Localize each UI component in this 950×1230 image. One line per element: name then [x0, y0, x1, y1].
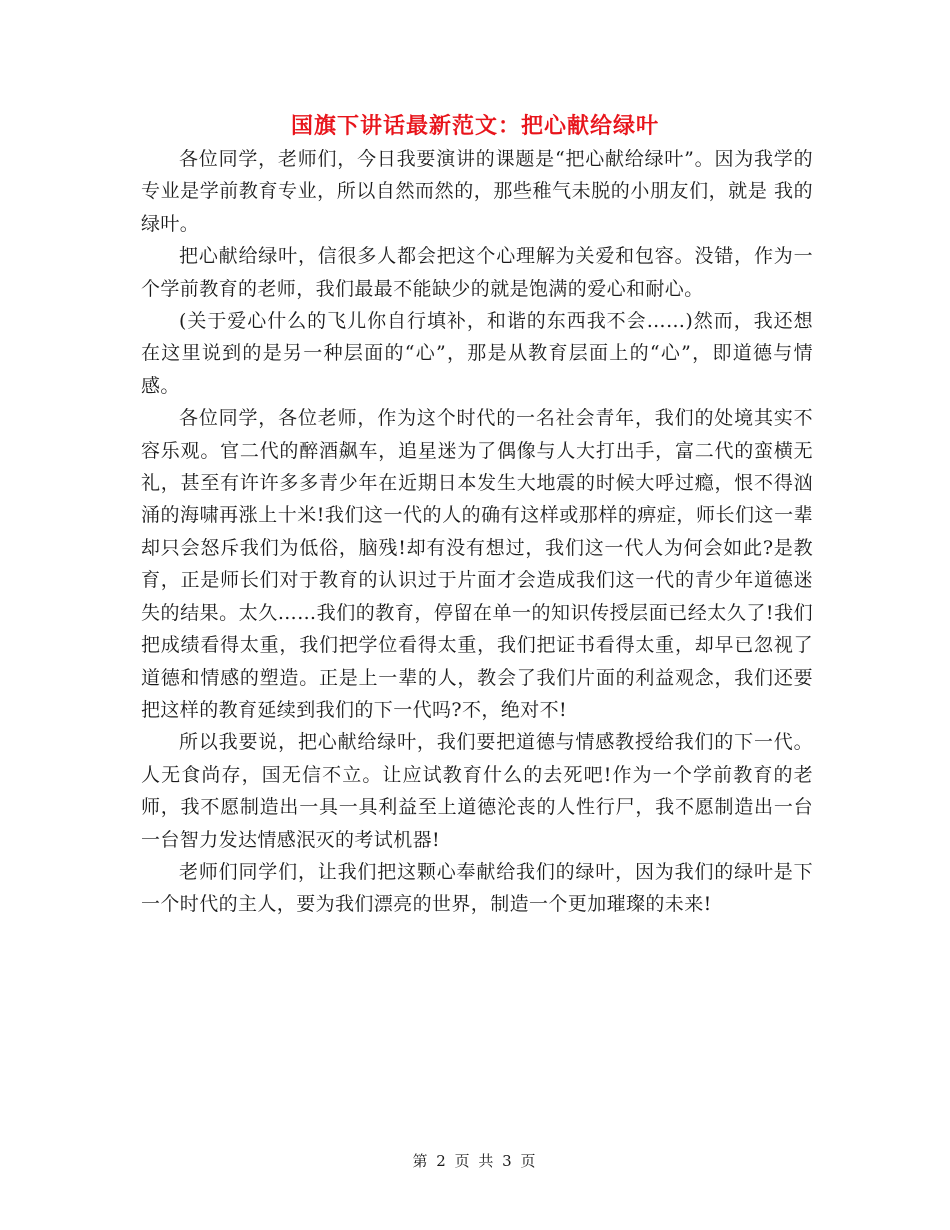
page-number: 第 2 页 共 3 页: [412, 1152, 538, 1170]
document-body: [141, 143, 813, 921]
paragraph-6: 老师们同学们，让我们把这颗心奉献给我们的绿叶，因为我们的绿叶是下一个时代的主人，要为我们漂亮的世界，制造一个更加璀璨的未来!: [141, 860, 813, 916]
paragraph-5: 所以我要说，把心献给绿叶，我们要把道德与情感教授给我们的下一代。人无食尚存，国无信不立。让应试教育什么的去死吧!作为一个学前教育的老师，我不愿制造出一具一具利益至上道德沦丧的人性行尸，我不愿制造出一台一台智力发达情感泯灭的考试机器!: [141, 731, 813, 851]
document-title: 国旗下讲话最新范文：把心献给绿叶: [290, 113, 659, 139]
paragraph-4: 各位同学，各位老师，作为这个时代的一名社会青年，我们的处境其实不容乐观。官二代的醉酒飙车，追星迷为了偶像与人大打出手，富二代的蛮横无礼，甚至有许许多多青少年在近期日本发生大地震的时候大呼过瘾，恨不得汹涌的海啸再涨上十米!我们这一代的人的确有这样或那样的痹症，师长们这一辈却只会怒斥我们为低俗，脑残!却有没有想过，我们这一代人为何会如此?是教育，正是师长们对于教育的认识过于片面才会造成我们这一代的青少年道德迷失的结果。太久……我们的教育，停留在单一的知识传授层面已经太久了!我们把成绩看得太重，我们把学位看得太重，我们把证书看得太重，却早已忽视了道德和情感的塑造。正是上一辈的人，教会了我们片面的利益观念，我们还要把这样的教育延续到我们的下一代吗?不，绝对不!: [141, 407, 813, 721]
paragraph-1: 各位同学，老师们，今日我要演讲的课题是“把心献给绿叶”。因为我学的专业是学前教育专业，所以自然而然的，那些稚气未脱的小朋友们，就是 我的绿叶。: [141, 148, 813, 235]
paragraph-3: (关于爱心什么的飞儿你自行填补，和谐的东西我不会……)然而，我还想在这里说到的是另一种层面的“心”，那是从教育层面上的“心”，即道德与情感。: [141, 310, 813, 397]
paragraph-2: 把心献给绿叶，信很多人都会把这个心理解为关爱和包容。没错，作为一个学前教育的老师，我们最最不能缺少的就是饱满的爱心和耐心。: [141, 245, 813, 300]
